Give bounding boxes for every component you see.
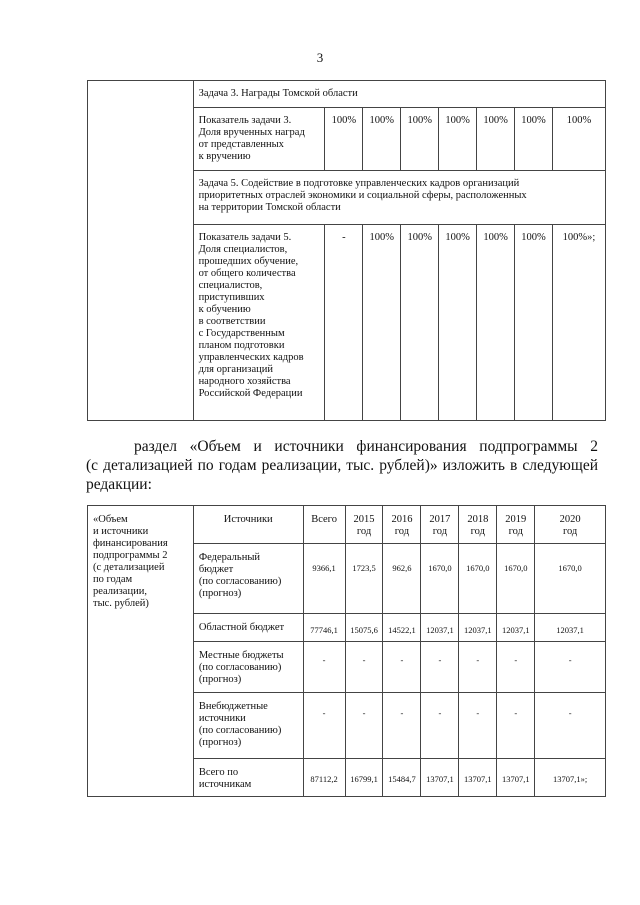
local-value: - (421, 642, 459, 693)
local-value: - (345, 642, 383, 693)
indicator-5-value: - (325, 225, 363, 421)
federal-value: 1670,0 (421, 544, 459, 614)
total-value: 13707,1 (421, 759, 459, 797)
local-value: - (303, 642, 345, 693)
header-year: 2016 год (383, 506, 421, 544)
regional-value: 12037,1 (459, 614, 497, 642)
indicator-5-value: 100% (363, 225, 401, 421)
indicator-5-value: 100% (477, 225, 515, 421)
federal-value: 962,6 (383, 544, 421, 614)
task-3-title: Задача 3. Награды Томской области (193, 81, 605, 108)
indicator-3-value: 100% (477, 108, 515, 171)
indicator-3-value: 100% (325, 108, 363, 171)
total-value: 13707,1»; (535, 759, 606, 797)
extrabudgetary-value: - (345, 693, 383, 759)
regional-value: 12037,1 (535, 614, 606, 642)
extrabudgetary-value: - (303, 693, 345, 759)
source-federal: Федеральный бюджет (по согласованию) (прогноз) (193, 544, 303, 614)
indicator-3-value: 100% (553, 108, 606, 171)
local-value: - (459, 642, 497, 693)
local-value: - (535, 642, 606, 693)
source-extrabudgetary: Внебюджетные источники (по согласованию) (прогноз) (193, 693, 303, 759)
goals-indicators-table (87, 80, 606, 421)
header-year: 2017 год (421, 506, 459, 544)
regional-value: 14522,1 (383, 614, 421, 642)
federal-value: 1670,0 (497, 544, 535, 614)
regional-value: 77746,1 (303, 614, 345, 642)
header-year: 2020 год (535, 506, 606, 544)
total-value: 13707,1 (459, 759, 497, 797)
header-year: 2019 год (497, 506, 535, 544)
federal-value: 9366,1 (303, 544, 345, 614)
total-value: 16799,1 (345, 759, 383, 797)
local-value: - (497, 642, 535, 693)
source-total: Всего по источникам (193, 759, 303, 797)
header-total: Всего (303, 506, 345, 544)
paragraph-line: (с детализацией по годам реализации, тыс. рублей)» изложить в следующей (86, 457, 598, 474)
extrabudgetary-value: - (497, 693, 535, 759)
extrabudgetary-value: - (383, 693, 421, 759)
indicator-3-label: Показатель задачи 3. Доля врученных наград от представленных к вручению (193, 108, 325, 171)
indicator-5-value: 100% (439, 225, 477, 421)
indicator-5-value: 100% (515, 225, 553, 421)
regional-value: 15075,6 (345, 614, 383, 642)
indicator-5-value: 100% (401, 225, 439, 421)
paragraph-line: редакции: (86, 476, 152, 493)
header-year: 2015 год (345, 506, 383, 544)
indicator-5-value: 100%»; (553, 225, 606, 421)
financing-table (87, 505, 606, 797)
total-value: 87112,2 (303, 759, 345, 797)
paragraph-line: раздел «Объем и источники финансирования подпрограммы 2 (134, 438, 598, 455)
local-value: - (383, 642, 421, 693)
federal-value: 1670,0 (459, 544, 497, 614)
empty-left-cell (88, 81, 194, 421)
source-regional: Областной бюджет (193, 614, 303, 642)
instruction-paragraph (86, 437, 598, 494)
task-5-title: Задача 5. Содействие в подготовке управленческих кадров организаций приоритетных отраслей экономики и социальной сферы, расположенных на территории Томской области (193, 171, 605, 225)
federal-value: 1723,5 (345, 544, 383, 614)
financing-label: «Объем и источники финансирования подпрограммы 2 (с детализацией по годам реализации, тыс. рублей) (88, 506, 194, 797)
extrabudgetary-value: - (459, 693, 497, 759)
indicator-3-value: 100% (439, 108, 477, 171)
total-value: 15484,7 (383, 759, 421, 797)
extrabudgetary-value: - (421, 693, 459, 759)
regional-value: 12037,1 (421, 614, 459, 642)
indicator-3-value: 100% (515, 108, 553, 171)
source-local: Местные бюджеты (по согласованию) (прогноз) (193, 642, 303, 693)
total-value: 13707,1 (497, 759, 535, 797)
indicator-5-label: Показатель задачи 5. Доля специалистов, прошедших обучение, от общего количества специалистов, приступивших к обучению в соответствии с Государственным планом подготовки управленческих кадров для организаций народного хозяйства Российской Федерации (193, 225, 325, 421)
extrabudgetary-value: - (535, 693, 606, 759)
indicator-3-value: 100% (363, 108, 401, 171)
federal-value: 1670,0 (535, 544, 606, 614)
header-sources: Источники (193, 506, 303, 544)
indicator-3-value: 100% (401, 108, 439, 171)
regional-value: 12037,1 (497, 614, 535, 642)
page-number: 3 (316, 50, 324, 65)
header-year: 2018 год (459, 506, 497, 544)
